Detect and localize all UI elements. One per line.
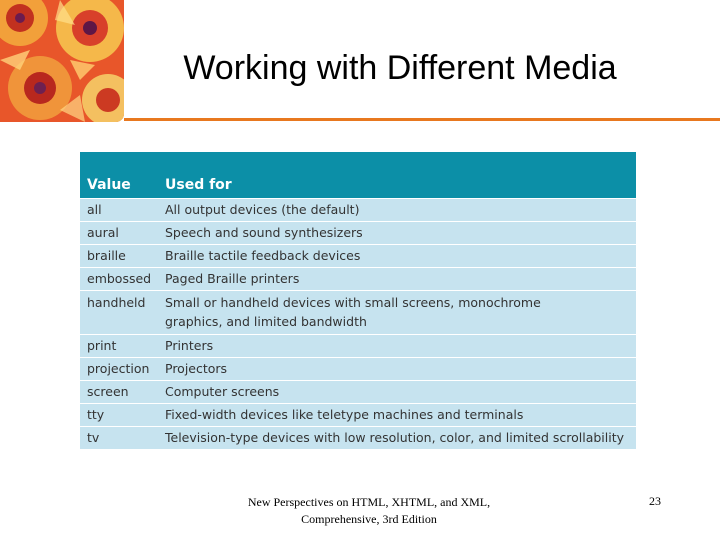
used-for-cell: Printers [158,334,636,357]
used-for-cell: Computer screens [158,380,636,403]
used-for-cell: All output devices (the default) [158,198,636,221]
table-row [80,198,636,221]
value-cell: handheld [80,290,158,334]
media-types-table [80,152,636,449]
table-row [80,334,636,357]
value-cell: print [80,334,158,357]
value-cell: embossed [80,267,158,290]
table-row [80,403,636,426]
table-row [80,290,636,334]
footer-line-1: New Perspectives on HTML, XHTML, and XML, [247,495,491,509]
table-row [80,426,636,449]
value-cell: tty [80,403,158,426]
value-cell: tv [80,426,158,449]
title-divider [124,118,720,121]
column-header-value: Value [80,152,158,198]
flower-decoration-image [0,0,124,122]
table-row [80,244,636,267]
page-number: 23 [649,494,661,508]
footer-line-2: Comprehensive, 3rd Edition [301,512,437,526]
used-for-cell: Speech and sound synthesizers [158,221,636,244]
slide-title: Working with Different Media [183,49,617,87]
table-header-row [80,152,636,198]
used-for-cell: Fixed-width devices like teletype machines and terminals [158,403,636,426]
table-row [80,267,636,290]
value-cell: projection [80,357,158,380]
used-for-cell: Small or handheld devices with small screens, monochrome graphics, and limited bandwidth [158,290,636,334]
table-row [80,221,636,244]
footer-citation [240,494,498,528]
column-header-used-for: Used for [158,152,636,198]
table-row [80,380,636,403]
used-for-cell: Braille tactile feedback devices [158,244,636,267]
used-for-cell: Paged Braille printers [158,267,636,290]
used-for-cell: Projectors [158,357,636,380]
value-cell: aural [80,221,158,244]
table-row [80,357,636,380]
value-cell: screen [80,380,158,403]
value-cell: all [80,198,158,221]
used-for-cell: Television-type devices with low resolution, color, and limited scrollability [158,426,636,449]
value-cell: braille [80,244,158,267]
